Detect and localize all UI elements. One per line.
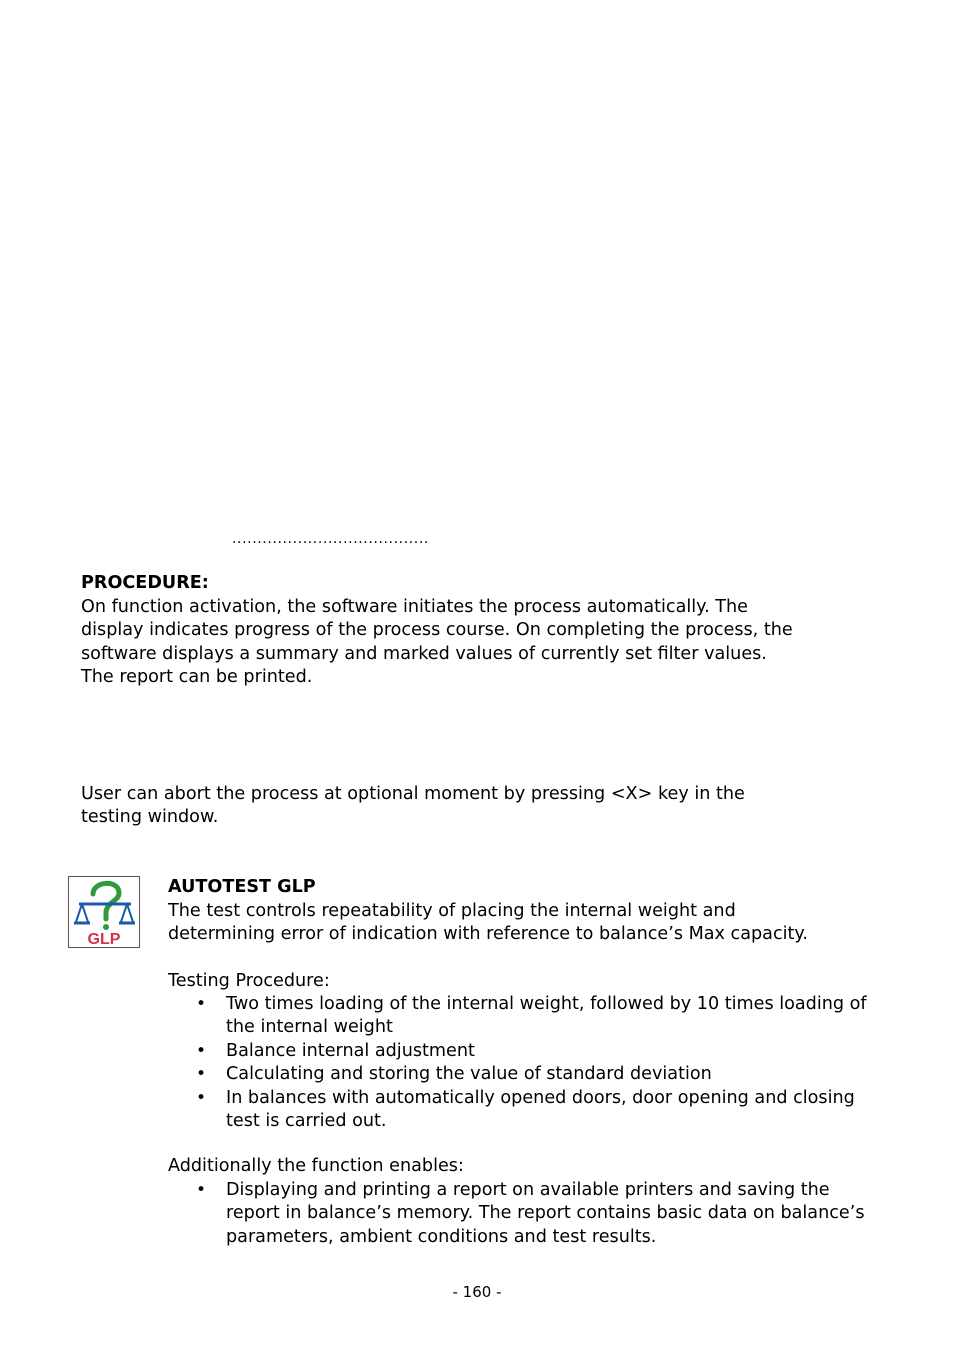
procedure-line: display indicates progress of the process course. On completing the process, the — [81, 620, 793, 641]
autotest-heading: AUTOTEST GLP — [168, 877, 316, 897]
autotest-paragraph — [168, 900, 888, 947]
procedure-line: On function activation, the software initiates the process automatically. The — [81, 597, 748, 617]
procedure-paragraph — [81, 596, 881, 690]
page-number: - 160 - — [452, 1283, 502, 1301]
testing-procedure-list — [196, 993, 886, 1133]
dotted-leader: ....................................... — [232, 531, 429, 547]
abort-line: User can abort the process at optional moment by pressing <X> key in the — [81, 784, 745, 804]
abort-paragraph — [81, 783, 841, 830]
additional-title: Additionally the function enables: — [168, 1156, 464, 1176]
testing-procedure-title: Testing Procedure: — [168, 971, 330, 991]
glp-balance-icon — [68, 876, 140, 948]
autotest-line: determining error of indication with reference to balance’s Max capacity. — [168, 924, 808, 945]
abort-line: testing window. — [81, 807, 219, 828]
procedure-heading: PROCEDURE: — [81, 573, 209, 593]
procedure-line: software displays a summary and marked values of currently set filter values. — [81, 643, 767, 664]
list-item: • Displaying and printing a report on available printers and saving the report in balance’s memory. The report contains basic data on balance’s parameters, ambient conditions and test results. — [196, 1179, 886, 1249]
list-item: • Balance internal adjustment — [196, 1040, 886, 1063]
list-item: • Calculating and storing the value of standard deviation — [196, 1063, 886, 1086]
glp-icon-text: GLP — [87, 931, 121, 947]
list-item: • In balances with automatically opened doors, door opening and closing test is carried out. — [196, 1087, 886, 1134]
procedure-line: The report can be printed. — [81, 667, 313, 688]
list-item: • Two times loading of the internal weight, followed by 10 times loading of the internal weight — [196, 993, 886, 1040]
additional-list — [196, 1179, 886, 1249]
autotest-line: The test controls repeatability of placing the internal weight and — [168, 901, 736, 921]
